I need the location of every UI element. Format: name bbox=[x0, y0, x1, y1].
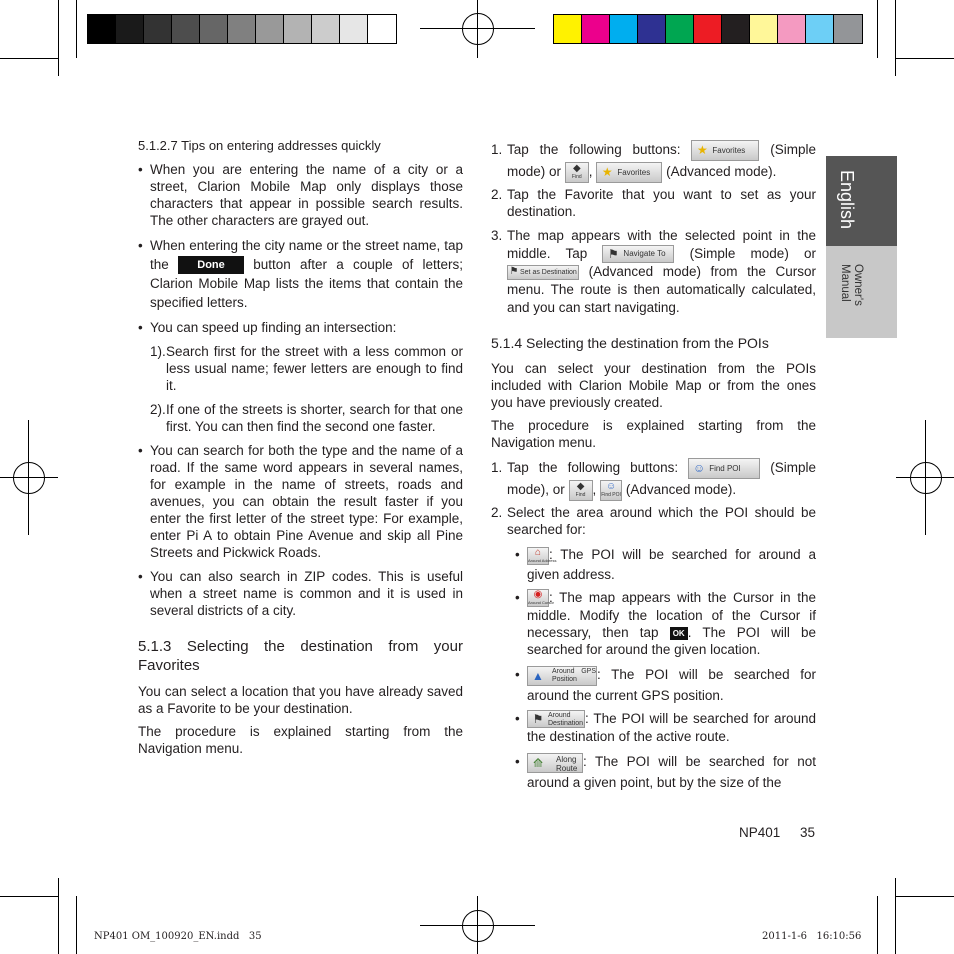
step-item: 3. The map appears with the selected point in the middle. Tap ⚑ Navigate To (Simple mode) or ⚑ Set as Destination (Advanced mode) from the Cursor menu. The route is then automatically calculated, and you can start navigating. bbox=[491, 227, 816, 316]
color-swatch bbox=[806, 15, 834, 43]
crop-mark bbox=[58, 878, 59, 954]
along-route-button: • ⟰ Along Route bbox=[527, 753, 583, 773]
color-swatch bbox=[256, 15, 284, 43]
ok-button: OK bbox=[670, 627, 688, 640]
poi-icon: ☺ bbox=[693, 461, 706, 476]
list-item: • ⌂ Around Address: The POI will be searched for around a given address. bbox=[515, 545, 816, 583]
footer-model: NP401 bbox=[739, 825, 781, 840]
color-swatch bbox=[228, 15, 256, 43]
list-item: • ▲ Around GPS Position : The POI will be searched for around the current GPS position. bbox=[515, 665, 816, 704]
slug-filename: NP401 OM_100920_EN.indd 35 bbox=[94, 931, 262, 942]
color-swatch bbox=[340, 15, 368, 43]
color-swatch bbox=[312, 15, 340, 43]
language-label: English bbox=[837, 170, 857, 230]
list-item: • You can speed up finding an intersection: bbox=[138, 319, 463, 336]
crop-mark bbox=[877, 0, 878, 58]
color-swatch bbox=[638, 15, 666, 43]
list-item: • When entering the city name or the street name, tap the Done button after a couple of letters; Clarion Mobile Map lists the items that contain the specified letters. bbox=[138, 236, 463, 312]
left-column bbox=[138, 137, 463, 757]
find-poi-button-advanced: ☺ Find POI bbox=[600, 480, 622, 501]
crop-mark bbox=[896, 896, 954, 897]
color-swatch bbox=[666, 15, 694, 43]
grayscale-swatch-strip bbox=[87, 14, 397, 44]
section-heading: 5.1.4 Selecting the destination from the POIs bbox=[491, 335, 769, 352]
step-item: 1. Tap the following buttons: ☺ Find POI (Simple mode), or ◆ Find , ☺ Find POI (Advanced mode). bbox=[491, 457, 816, 501]
find-icon: ◆ bbox=[576, 481, 585, 493]
color-swatch bbox=[200, 15, 228, 43]
navigate-to-button: ⚑ Navigate To bbox=[602, 245, 674, 263]
poi-icon: ☺ bbox=[605, 481, 617, 493]
page-number: 35 bbox=[800, 825, 816, 840]
color-swatch bbox=[834, 15, 862, 43]
checkered-flag-icon: • ⚑ bbox=[532, 712, 544, 727]
find-icon: ◆ bbox=[572, 162, 581, 174]
right-column bbox=[491, 139, 816, 792]
crop-mark bbox=[895, 878, 896, 954]
color-swatch bbox=[610, 15, 638, 43]
find-button: ◆ Find bbox=[569, 480, 593, 501]
find-button: ◆ Find bbox=[565, 162, 589, 183]
slug-timestamp: 2011-1-6 16:10:56 bbox=[762, 931, 862, 942]
crop-mark bbox=[877, 896, 878, 954]
color-swatch bbox=[144, 15, 172, 43]
paragraph: You can select a location that you have already saved as a Favorite to be your destination. bbox=[138, 684, 463, 717]
house-icon: ⌂ bbox=[534, 546, 542, 558]
manual-tab bbox=[826, 246, 897, 338]
around-address-button: ⌂ Around Address bbox=[528, 546, 557, 563]
color-swatch bbox=[694, 15, 722, 43]
route-icon: • ⟰ bbox=[532, 755, 544, 770]
cursor-icon: ◉ bbox=[533, 589, 543, 601]
done-button: Done bbox=[178, 256, 244, 274]
color-swatch bbox=[172, 15, 200, 43]
list-item: • When you are entering the name of a city or a street, Clarion Mobile Map only displays those characters that appear in possible search results. The other characters are grayed out. bbox=[138, 161, 463, 229]
color-swatch bbox=[722, 15, 750, 43]
list-item: • You can also search in ZIP codes. This is useful when a street name is common and it is used in several districts of a city. bbox=[138, 568, 463, 619]
color-swatch bbox=[284, 15, 312, 43]
favorites-button-advanced: ★ Favorites bbox=[596, 162, 662, 183]
color-swatch-strip bbox=[553, 14, 863, 44]
color-swatch bbox=[554, 15, 582, 43]
crop-mark bbox=[0, 896, 58, 897]
paragraph: You can select your destination from the POIs included with Clarion Mobile Map or from the ones you have previously created. bbox=[491, 361, 816, 411]
paragraph: The procedure is explained starting from the Navigation menu. bbox=[138, 724, 463, 757]
favorites-button: ★ Favorites bbox=[691, 140, 759, 161]
star-icon: ★ bbox=[601, 164, 613, 179]
star-icon: ★ bbox=[697, 142, 708, 157]
color-swatch bbox=[750, 15, 778, 43]
step-item: 1. Tap the following buttons: ★ Favorites (Simple mode) or ◆ Find , ★ Favorites (Advanced mode). bbox=[491, 139, 816, 183]
around-destination-button: • ⚑ Around Destination bbox=[527, 710, 585, 728]
color-swatch bbox=[88, 15, 116, 43]
section-heading: 5.1.3 Selecting the destination from your Favorites bbox=[138, 638, 463, 675]
step-item: 2. Tap the Favorite that you want to set as your destination. bbox=[491, 186, 816, 219]
checkered-flag-icon: ⚑ bbox=[509, 266, 519, 278]
sub-list-item: 1). Search first for the street with a less common or less usual name; fewer letters are enough to find it. bbox=[150, 344, 463, 394]
list-item: • ⚑ Around Destination : The POI will be searched for around the destination of the active route. bbox=[515, 710, 816, 745]
crop-mark bbox=[895, 0, 896, 76]
list-item: • ⟰ Along Route : The POI will be searched for not around a given point, but by the size of the bbox=[515, 752, 816, 791]
color-swatch bbox=[368, 15, 396, 43]
find-poi-button: ☺ Find POI bbox=[688, 458, 760, 479]
step-item: 2. Select the area around which the POI should be searched for: bbox=[491, 505, 816, 538]
manual-label: Owner's Manual bbox=[839, 264, 864, 306]
color-swatch bbox=[778, 15, 806, 43]
paragraph: The procedure is explained starting from the Navigation menu. bbox=[491, 418, 816, 451]
language-tab bbox=[826, 156, 897, 246]
checkered-flag-icon: ⚑ bbox=[608, 247, 619, 262]
crop-mark bbox=[76, 0, 77, 58]
tips-heading: 5.1.2.7 Tips on entering addresses quickly bbox=[138, 138, 381, 153]
list-item: • You can search for both the type and the name of a road. If the same word appears in several names, for example in the name of streets, roads and avenues, you can obtain the result faster if you enter the first letter of the street type: For example, enter Pi A to obtain Pine Avenue and skip all Pine Streets and Pickwick Roads. bbox=[138, 442, 463, 561]
crop-mark bbox=[896, 58, 954, 59]
sub-list-item: 2). If one of the streets is shorter, search for that one first. You can then find the second one faster. bbox=[150, 402, 463, 435]
set-as-destination-button: ⚑ Set as Destination bbox=[507, 265, 579, 280]
crop-mark bbox=[0, 58, 58, 59]
list-item: • ◉ Around Cursor: The map appears with the Cursor in the middle. Modify the location of the Cursor if necessary, then tap OK . The POI will be searched for around the given location. bbox=[515, 589, 816, 658]
gps-arrow-icon: • ▲ bbox=[532, 668, 544, 683]
color-swatch bbox=[116, 15, 144, 43]
around-cursor-button: ◉ Around Cursor bbox=[528, 589, 555, 606]
crop-mark bbox=[76, 896, 77, 954]
crop-mark bbox=[58, 0, 59, 76]
color-swatch bbox=[582, 15, 610, 43]
around-gps-position-button: • ▲ Around GPS Position bbox=[527, 666, 597, 686]
